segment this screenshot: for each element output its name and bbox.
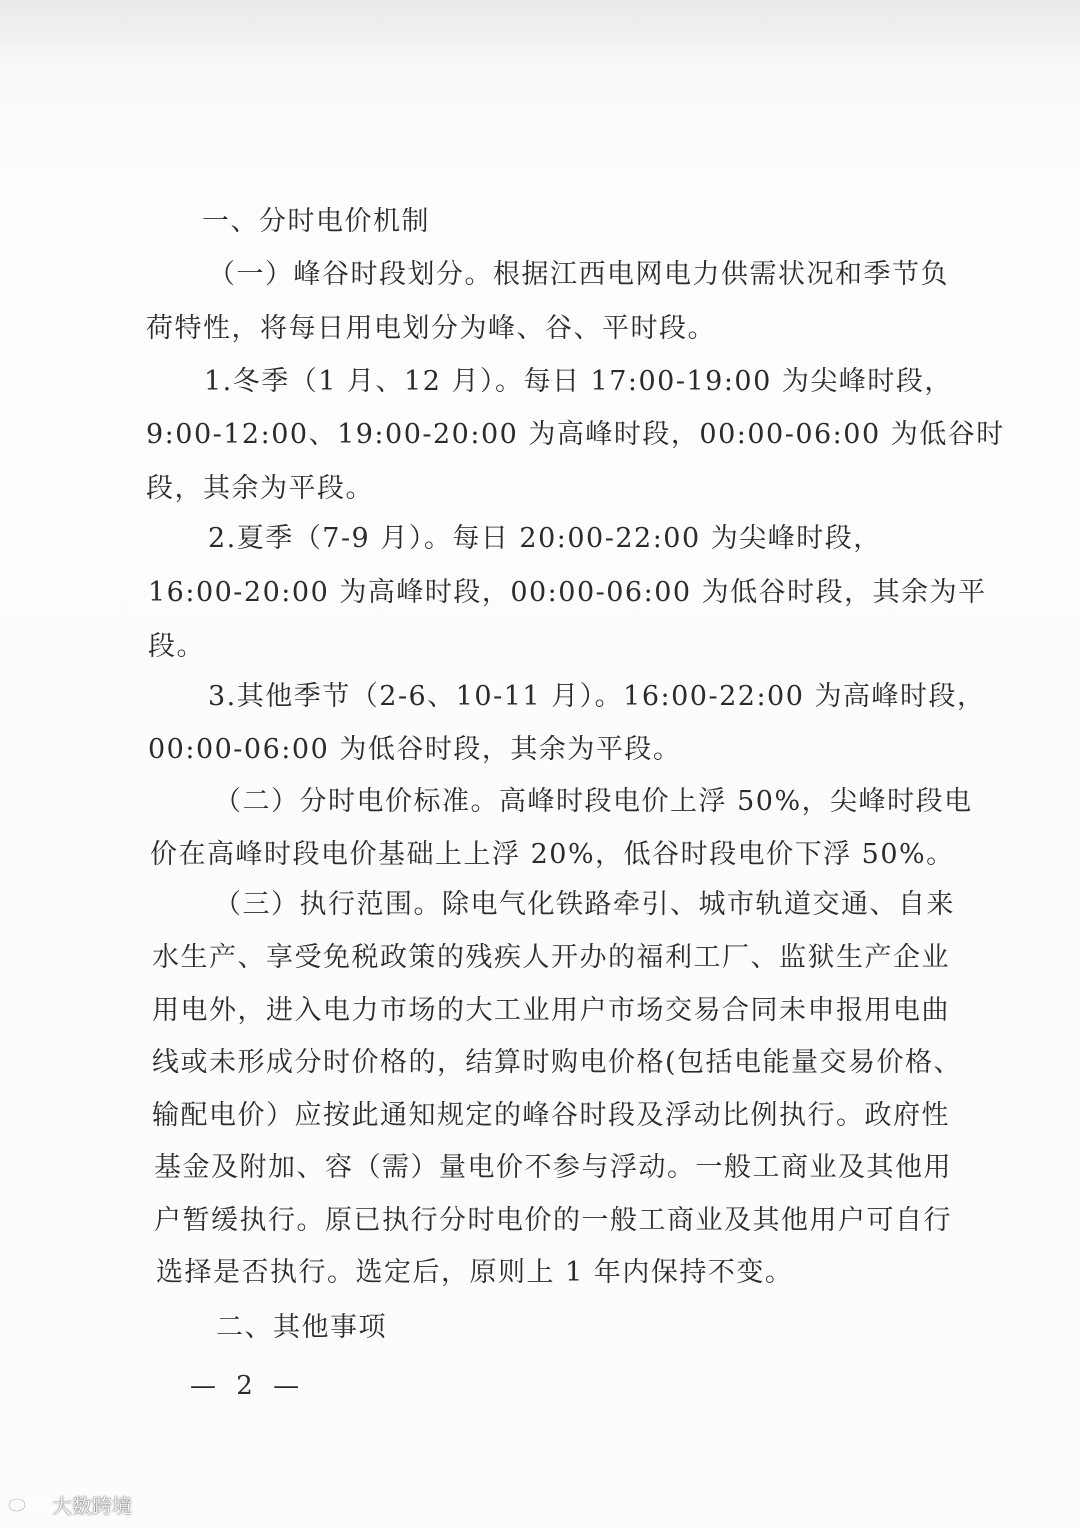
- weibo-logo-icon: [6, 1493, 46, 1515]
- paragraph-line: （一）峰谷时段划分。根据江西电网电力供需状况和季节负: [208, 259, 949, 290]
- watermark-text: 大数跨境: [52, 1493, 132, 1518]
- paragraph-line: 2.夏季（7-9 月）。每日 20:00-22:00 为尖峰时段，: [208, 523, 882, 554]
- paragraph-line: 1.冬季（1 月、12 月）。每日 17:00-19:00 为尖峰时段，: [204, 366, 953, 397]
- paragraph-line: 选择是否执行。选定后，原则上 1 年内保持不变。: [156, 1257, 794, 1288]
- paragraph-line: 00:00-06:00 为低谷时段，其余为平段。: [148, 734, 682, 765]
- paragraph-line: 9:00-12:00、19:00-20:00 为高峰时段，00:00-06:00 为低谷时: [146, 419, 1005, 450]
- paragraph-line: 段，其余为平段。: [146, 473, 374, 504]
- paragraph-line: 输配电价）应按此通知规定的峰谷时段及浮动比例执行。政府性: [152, 1100, 950, 1131]
- scan-shadow: [0, 0, 1080, 70]
- paragraph-line: （三）执行范围。除电气化铁路牵引、城市轨道交通、自来: [214, 889, 955, 920]
- paragraph-line: 段。: [148, 631, 205, 662]
- page-number: — 2 —: [190, 1371, 306, 1401]
- paragraph-line: 线或未形成分时价格的，结算时购电价格(包括电能量交易价格、: [152, 1047, 963, 1078]
- watermark: [6, 1491, 132, 1517]
- paragraph-line: 用电外，进入电力市场的大工业用户市场交易合同未申报用电曲: [152, 995, 950, 1026]
- paragraph-line: 水生产、享受免税政策的残疾人开办的福利工厂、监狱生产企业: [152, 942, 950, 973]
- paragraph-line: （二）分时电价标准。高峰时段电价上浮 50%，尖峰时段电: [214, 786, 973, 817]
- paragraph-line: 基金及附加、容（需）量电价不参与浮动。一般工商业及其他用: [154, 1152, 952, 1183]
- paragraph-line: 户暂缓执行。原已执行分时电价的一般工商业及其他用户可自行: [154, 1205, 952, 1236]
- paragraph-line: 价在高峰时段电价基础上上浮 20%，低谷时段电价下浮 50%。: [150, 839, 955, 870]
- section-heading-1: 一、分时电价机制: [202, 206, 430, 237]
- paragraph-line: 3.其他季节（2-6、10-11 月）。16:00-22:00 为高峰时段，: [208, 681, 986, 712]
- section-heading-2: 二、其他事项: [216, 1312, 387, 1343]
- paragraph-line: 16:00-20:00 为高峰时段，00:00-06:00 为低谷时段，其余为平: [148, 577, 987, 608]
- paragraph-line: 荷特性，将每日用电划分为峰、谷、平时段。: [146, 313, 716, 344]
